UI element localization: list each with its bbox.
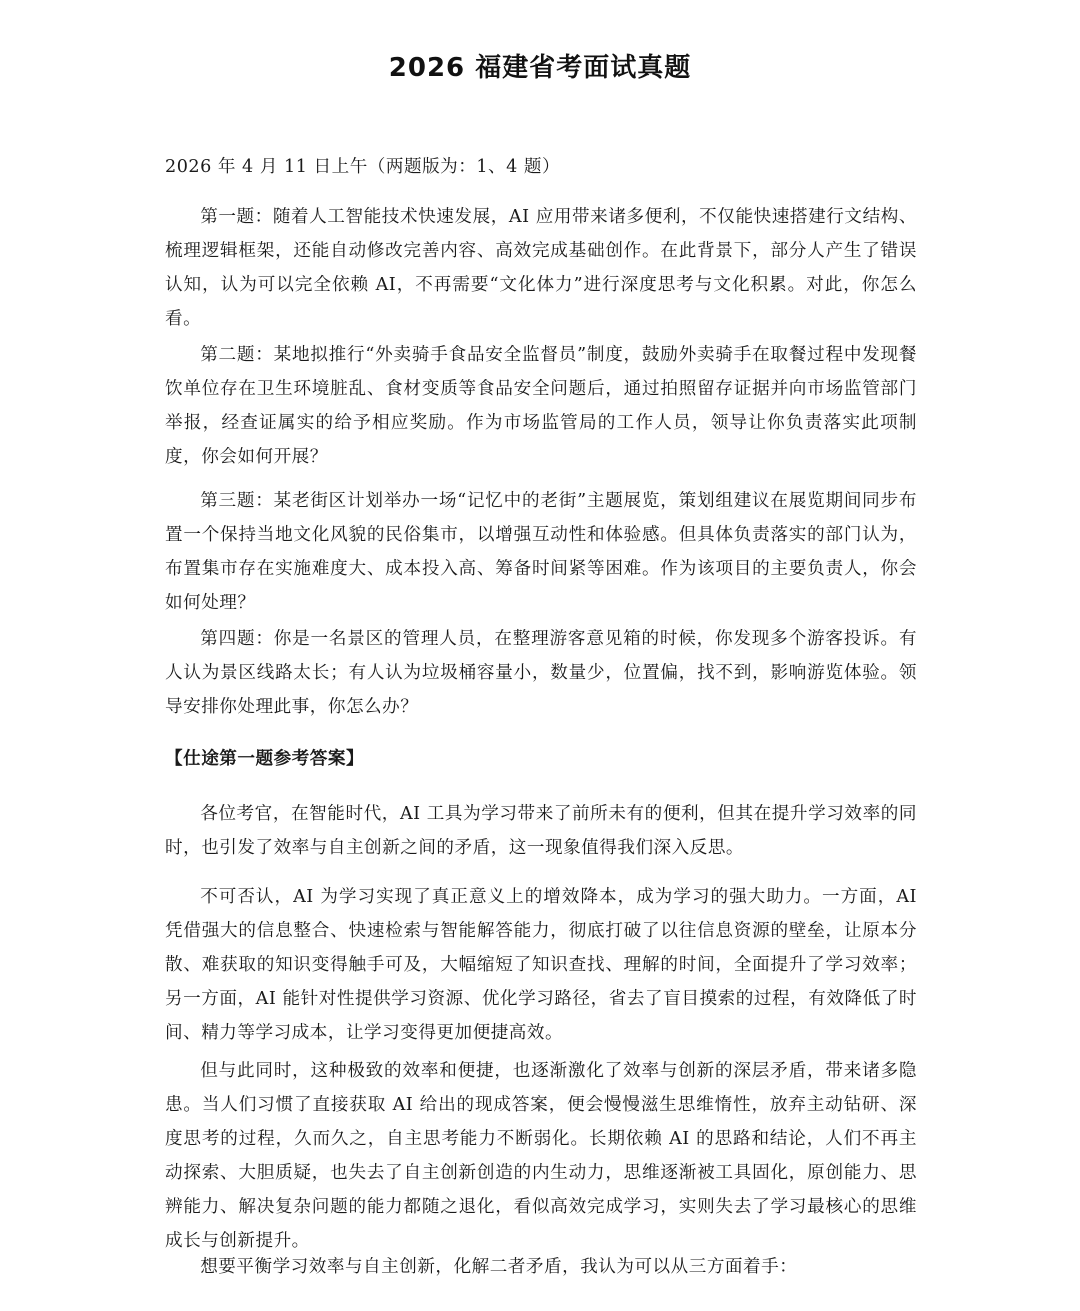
answer-paragraph-2: 不可否认，AI 为学习实现了真正意义上的增效降本，成为学习的强大助力。一方面，AI 凭借强大的信息整合、快速检索与智能解答能力，彻底打破了以往信息资源的壁垒，让原本分散、难获取的知识变得触手可及，大幅缩短了知识查找、理解的时间，全面提升了学习效率；另一方面，AI 能针对性提供学习资源、优化学习路径，省去了盲目摸索的过程，有效降低了时间、精力等学习成本，让学习变得更加便捷高效。 xyxy=(165,887,917,1043)
answer-paragraph-1: 各位考官，在智能时代，AI 工具为学习带来了前所未有的便利，但其在提升学习效率的同时，也引发了效率与自主创新之间的矛盾，这一现象值得我们深入反思。 xyxy=(165,804,917,858)
question-2: 第二题：某地拟推行“外卖骑手食品安全监督员”制度，鼓励外卖骑手在取餐过程中发现餐饮单位存在卫生环境脏乱、食材变质等食品安全问题后，通过拍照留存证据并向市场监管部门举报，经查证属实的给予相应奖励。作为市场监管局的工作人员，领导让你负责落实此项制度，你会如何开展？ xyxy=(165,345,917,467)
answer-heading: 【仕途第一题参考答案】 xyxy=(165,749,365,769)
document-title: 2026 福建省考面试真题 xyxy=(388,53,692,83)
question-3: 第三题：某老街区计划举办一场“记忆中的老街”主题展览，策划组建议在展览期间同步布置一个保持当地文化风貌的民俗集市，以增强互动性和体验感。但具体负责落实的部门认为，布置集市存在实施难度大、成本投入高、筹备时间紧等困难。作为该项目的主要负责人，你会如何处理？ xyxy=(165,491,917,613)
question-4: 第四题：你是一名景区的管理人员，在整理游客意见箱的时候，你发现多个游客投诉。有人认为景区线路太长；有人认为垃圾桶容量小，数量少，位置偏，找不到，影响游览体验。领导安排你处理此事，你怎么办？ xyxy=(165,629,917,717)
question-1: 第一题：随着人工智能技术快速发展，AI 应用带来诸多便利，不仅能快速搭建行文结构、梳理逻辑框架，还能自动修改完善内容、高效完成基础创作。在此背景下，部分人产生了错误认知，认为可以完全依赖 AI，不再需要“文化体力”进行深度思考与文化积累。对此，你怎么看。 xyxy=(165,207,917,329)
answer-paragraph-4: 想要平衡学习效率与自主创新，化解二者矛盾，我认为可以从三方面着手： xyxy=(200,1257,798,1277)
date-line: 2026 年 4 月 11 日上午（两题版为：1、4 题） xyxy=(165,157,561,177)
answer-paragraph-3: 但与此同时，这种极致的效率和便捷，也逐渐激化了效率与创新的深层矛盾，带来诸多隐患。当人们习惯了直接获取 AI 给出的现成答案，便会慢慢滋生思维惰性，放弃主动钻研、深度思考的过程，久而久之，自主思考能力不断弱化。长期依赖 AI 的思路和结论，人们不再主动探索、大胆质疑，也失去了自主创新创造的内生动力，思维逐渐被工具固化，原创能力、思辨能力、解决复杂问题的能力都随之退化，看似高效完成学习，实则失去了学习最核心的思维成长与创新提升。 xyxy=(165,1061,917,1251)
